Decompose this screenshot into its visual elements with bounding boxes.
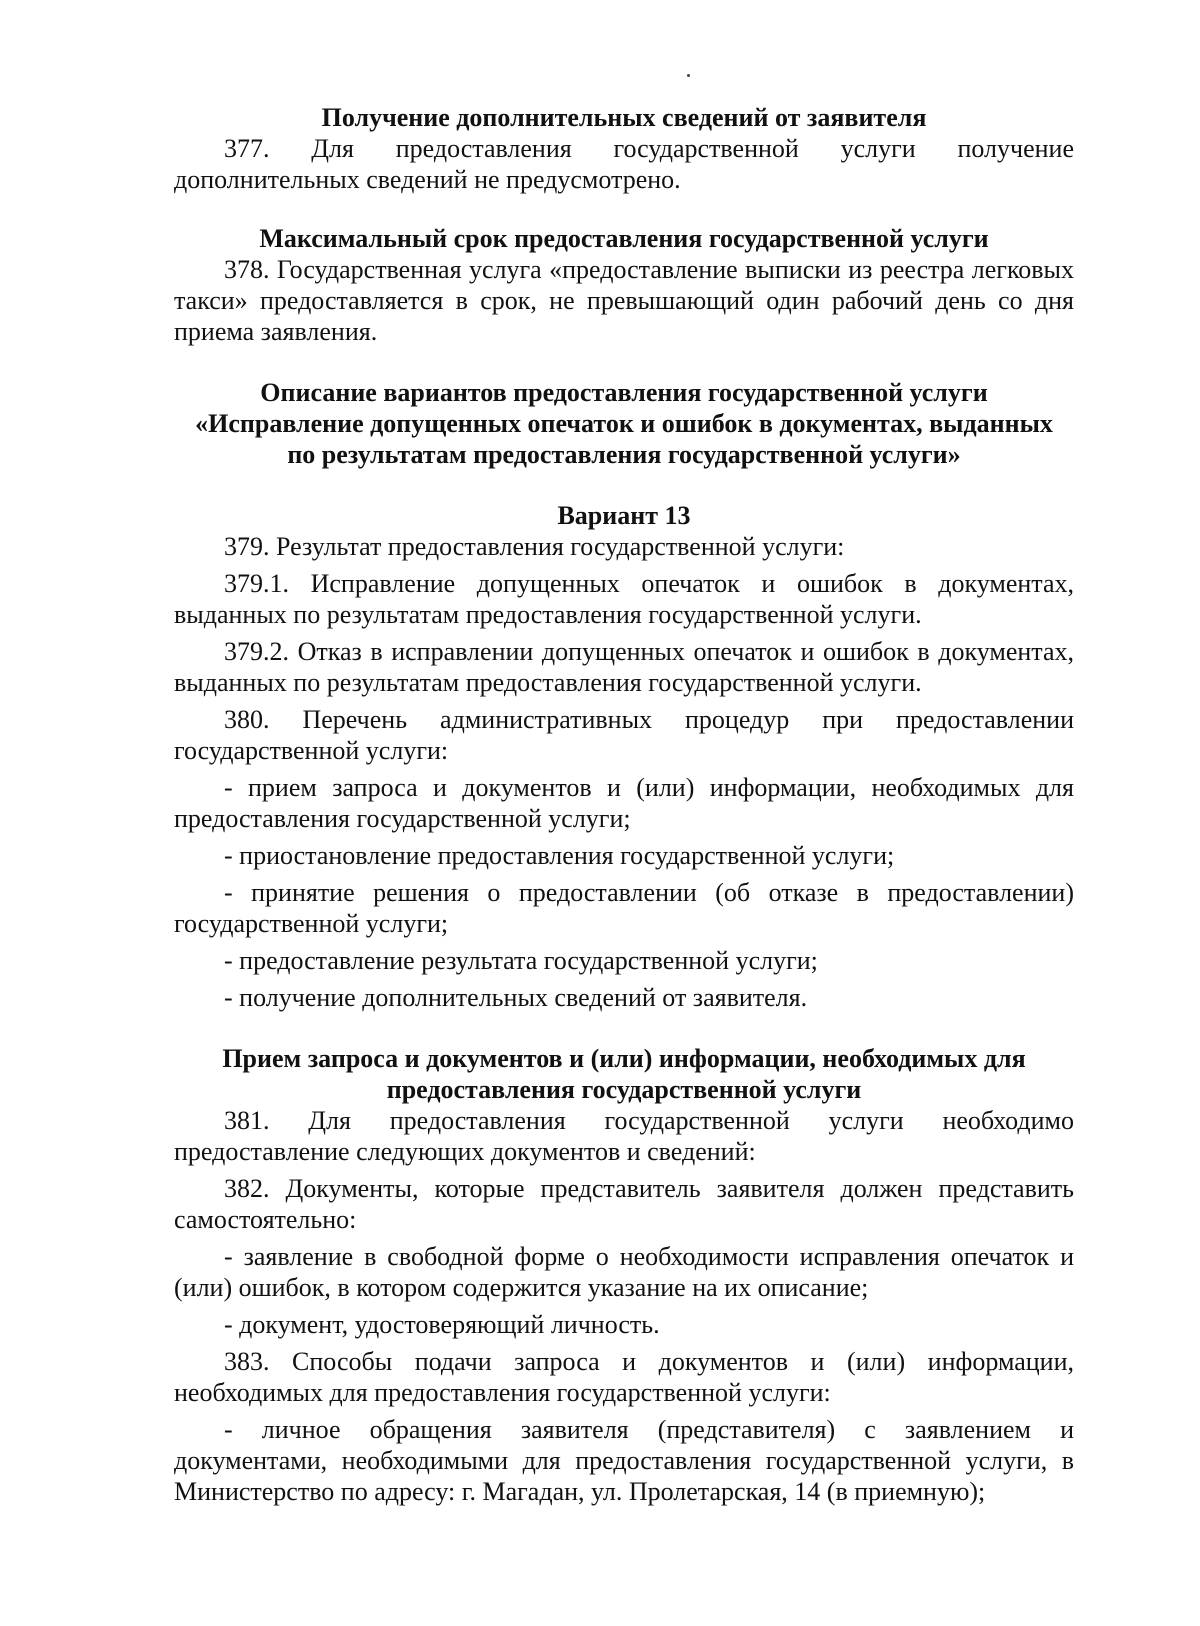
section-heading-line: по результатам предоставления государственной услуги» (287, 440, 961, 469)
list-item: - заявление в свободной форме о необходимости исправления опечаток и (или) ошибок, в котором содержится указание на их описание; (174, 1242, 1074, 1302)
list-item: - принятие решения о предоставлении (об отказе в предоставлении) государственной услуги; (174, 878, 1074, 938)
list-item: - приостановление предоставления государственной услуги; (224, 841, 895, 870)
section-heading-line: предоставления государственной услуги (386, 1075, 862, 1104)
list-item: - личное обращения заявителя (представителя) с заявлением и документами, необходимыми для предоставления государственной услуги, в Министерство по адресу: г. Магадан, ул. Пролетарская, 14 (в приемную); (174, 1415, 1074, 1506)
section-heading: Получение дополнительных сведений от заявителя (321, 103, 927, 132)
section-heading-block (174, 377, 1074, 470)
list-item: - документ, удостоверяющий личность. (224, 1310, 660, 1339)
paragraph-379-1: 379.1. Исправление допущенных опечаток и ошибок в документах, выданных по результатам предоставления государственной услуги. (174, 569, 1074, 629)
section-heading: Максимальный срок предоставления государственной услуги (259, 224, 989, 253)
variant-heading: Вариант 13 (557, 501, 691, 530)
list-item: - получение дополнительных сведений от заявителя. (224, 983, 808, 1012)
document-page (174, 102, 1074, 1507)
list-item: - предоставление результата государственной услуги; (224, 946, 818, 975)
section-heading-line: Прием запроса и документов и (или) информации, необходимых для (222, 1044, 1026, 1073)
paragraph-378: 378. Государственная услуга «предоставление выписки из реестра легковых такси» предоставляется в срок, не превышающий один рабочий день со дня приема заявления. (174, 255, 1074, 346)
scan-speck (687, 74, 690, 77)
paragraph-377: 377. Для предоставления государственной услуги получение дополнительных сведений не предусмотрено. (174, 134, 1074, 194)
list-item: - прием запроса и документов и (или) информации, необходимых для предоставления государственной услуги; (174, 773, 1074, 833)
section-heading-line: Описание вариантов предоставления государственной услуги (260, 378, 988, 407)
section-heading-line: «Исправление допущенных опечаток и ошибок в документах, выданных (195, 409, 1053, 438)
paragraph-379-2: 379.2. Отказ в исправлении допущенных опечаток и ошибок в документах, выданных по результатам предоставления государственной услуги. (174, 637, 1074, 697)
paragraph-380: 380. Перечень административных процедур при предоставлении государственной услуги: (174, 705, 1074, 765)
paragraph-382: 382. Документы, которые представитель заявителя должен представить самостоятельно: (174, 1174, 1074, 1234)
section-heading-block (174, 1043, 1074, 1105)
paragraph-379: 379. Результат предоставления государственной услуги: (224, 532, 845, 561)
paragraph-381: 381. Для предоставления государственной услуги необходимо предоставление следующих документов и сведений: (174, 1106, 1074, 1166)
paragraph-383: 383. Способы подачи запроса и документов и (или) информации, необходимых для предоставления государственной услуги: (174, 1347, 1074, 1407)
